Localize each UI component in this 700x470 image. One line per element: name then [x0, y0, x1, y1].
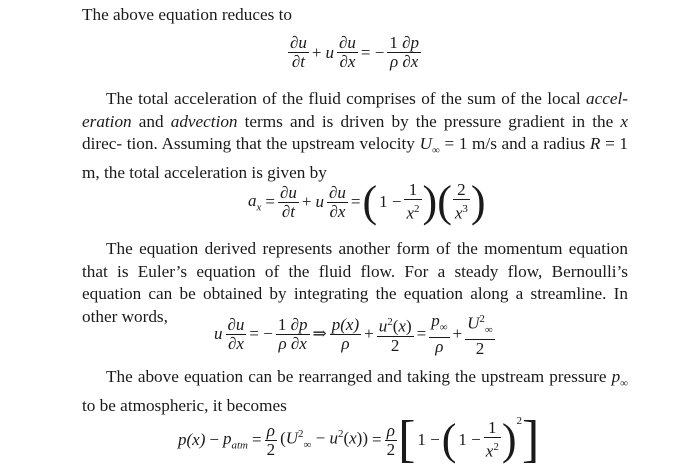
paragraph-rearranged: The above equation can be rearranged and taking the upstream pressure $p_\infty$ to be atmospheric, it becomes	[82, 367, 628, 415]
equation-pressure-distribution: $p(x) - p_{atm}$ = $\frac{\rho}{2}$ $(U^2_\infty - u^2(x))$ = $\frac{\rho}{2}$ [ 1 −( 1 − $\frac{1}{x^2}$ )$^2$]	[178, 411, 540, 468]
equation-reduced-momentum: $\frac{\partial u}{\partial t}$ + u $\frac{\partial u}{\partial x}$ = − $\frac{1 \partial p}{\rho \partial x}$	[290, 33, 419, 71]
equation-acceleration: $a_x$ = $\frac{\partial u}{\partial t}$ + u $\frac{\partial u}{\partial x}$ =( 1 − $\frac{1}{x^2}$ )( $\frac{2}{x^3}$ )	[248, 177, 486, 226]
paragraph-total-acceleration: The total acceleration of the fluid comprises of the sum of the local accel- eration and advection terms and is driven by the pressure gradient in the x direc- tion. Assuming that the upstream velocity $U_\infty = 1$ m/s and a radius R = 1 m, the total acceleration is given by	[82, 89, 629, 182]
equation-bernoulli: u $\frac{\partial u}{\partial x}$ = − $\frac{1 \partial p}{\rho \partial x}$ ⇒ $\frac{p(x)}{\rho}$ + $\frac{u^2(x)}{2}$ = $\frac{p_\infty}{\rho}$ + $\frac{U^2_\infty}{2}$	[214, 311, 493, 359]
intro-line: The above equation reduces to	[82, 5, 292, 24]
paragraph-euler-bernoulli: The equation derived represents another form of the momentum equation that is Euler’s equation of the fluid flow. For a steady flow, Bernoulli’s equation can be obtained by integrating the equation along a streamline. In other words,	[82, 239, 628, 326]
